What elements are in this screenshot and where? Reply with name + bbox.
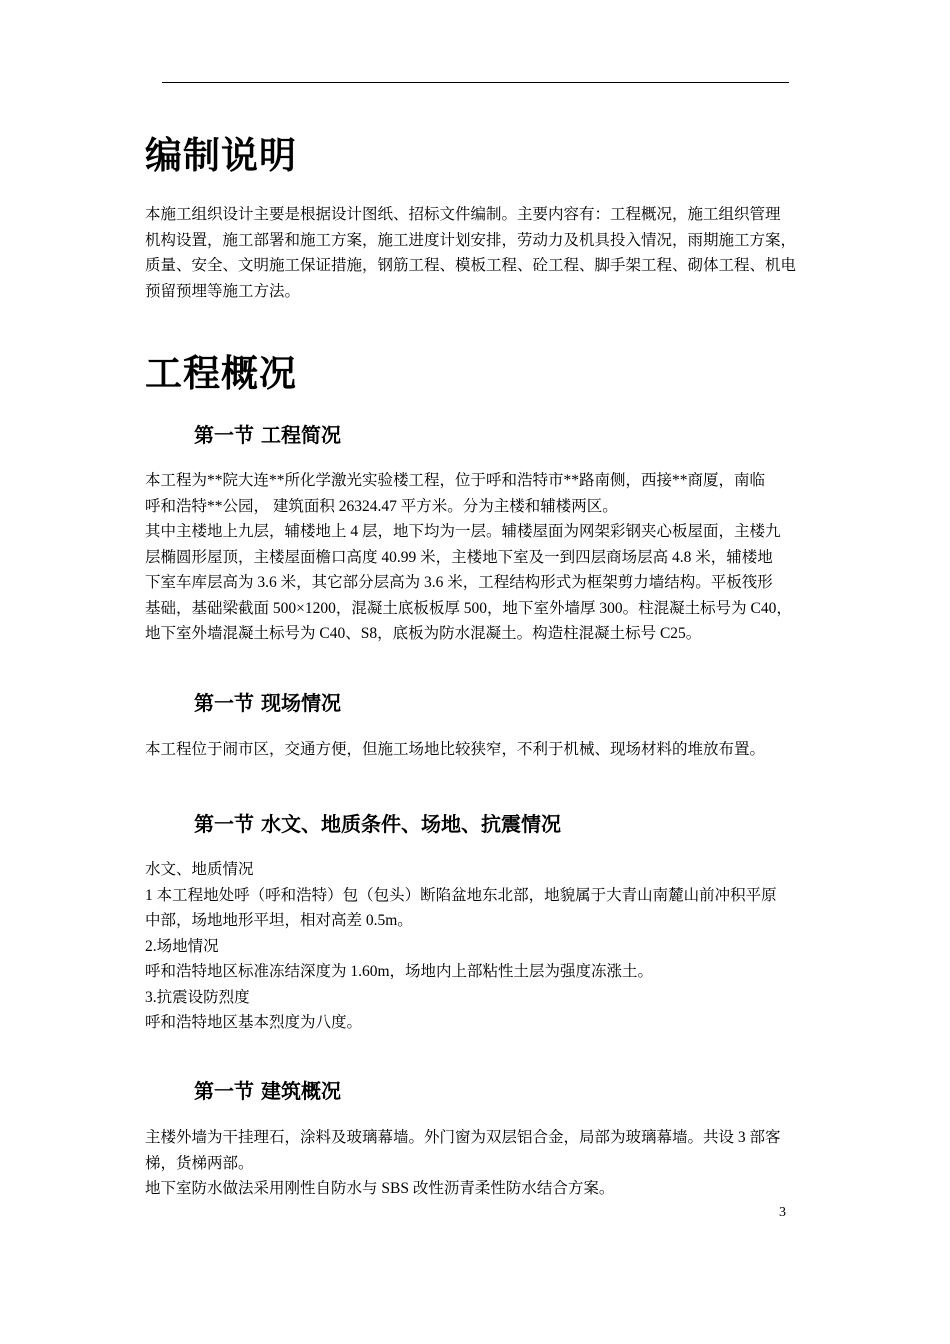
text-line: 水文、地质情况 [145,861,254,878]
heading-project-brief: 第一节 工程简况 [194,423,341,447]
text-line: 1 本工程地处呼（呼和浩特）包（包头）断陷盆地东北部，地貌属于大青山南麓山前冲积平原 [145,886,777,904]
text-line: 呼和浩特地区标准冻结深度为 1.60m，场地内上部粘性土层为强度冻涨土。 [145,963,654,980]
text-line: 本施工组织设计主要是根据设计图纸、招标文件编制。主要内容有：工程概况，施工组织管理 [145,206,781,223]
text-line: 呼和浩特地区基本烈度为八度。 [145,1014,363,1031]
text-line: 主楼外墙为干挂理石，涂料及玻璃幕墙。外门窗为双层铝合金，局部为玻璃幕墙。共设 3 部客 [145,1129,781,1146]
text-line: 层椭圆形屋顶，主楼屋面檐口高度 40.99 米，主楼地下室及一到四层商场层高 4.8 米，辅楼地 [145,548,773,566]
geology-paragraph [145,857,817,1036]
heading-site-conditions: 第一节 现场情况 [194,691,341,715]
text-line: 其中主楼地上九层，辅楼地上 4 层，地下均为一层。辅楼屋面为网架彩钢夹心板屋面，主楼九 [145,523,781,540]
heading-compile: 编制说明 [145,134,297,177]
text-line: 地下室防水做法采用刚性自防水与 SBS 改性沥青柔性防水结合方案。 [145,1180,615,1197]
text-line: 下室车库层高为 3.6 米，其它部分层高为 3.6 米，工程结构形式为框架剪力墙结构。平板筏形 [145,574,773,591]
text-line: 预留预埋等施工方法。 [145,282,301,300]
building-overview-paragraph [145,1125,817,1202]
text-line: 3.抗震设防烈度 [145,988,250,1006]
header-rule [162,82,789,83]
heading-building-overview: 第一节 建筑概况 [194,1079,341,1103]
page-number: 3 [779,1205,786,1220]
text-line: 地下室外墙混凝土标号为 C40、S8，底板为防水混凝土。构造柱混凝土标号 C25。 [145,625,702,642]
text-line: 梯，货梯两部。 [145,1154,254,1172]
text-line: 中部，场地地形平坦，相对高差 0.5m。 [145,912,413,929]
text-line: 2.场地情况 [145,937,219,955]
heading-geology: 第一节 水文、地质条件、场地、抗震情况 [194,812,561,836]
text-line: 质量、安全、文明施工保证措施，钢筋工程、模板工程、砼工程、脚手架工程、砌体工程、机电 [145,257,797,274]
text-line: 基础，基础梁截面 500×1200，混凝土底板板厚 500，地下室外墙厚 300。柱混凝土标号为 C40， [145,599,792,617]
text-line: 呼和浩特**公园， 建筑面积 26324.47 平方米。分为主楼和辅楼两区。 [145,497,618,515]
heading-overview: 工程概况 [145,352,297,395]
text-line: 本工程为**院大连**所化学激光实验楼工程，位于呼和浩特市**路南侧，西接**商厦，南临 [145,472,766,489]
project-brief-paragraph [145,468,817,647]
text-line: 机构设置，施工部署和施工方案，施工进度计划安排，劳动力及机具投入情况，雨期施工方案， [145,231,797,249]
text-line: 本工程位于闹市区，交通方便，但施工场地比较狭窄，不利于机械、现场材料的堆放布置。 [145,741,766,758]
site-conditions-paragraph [145,737,817,763]
compile-paragraph [145,202,817,304]
